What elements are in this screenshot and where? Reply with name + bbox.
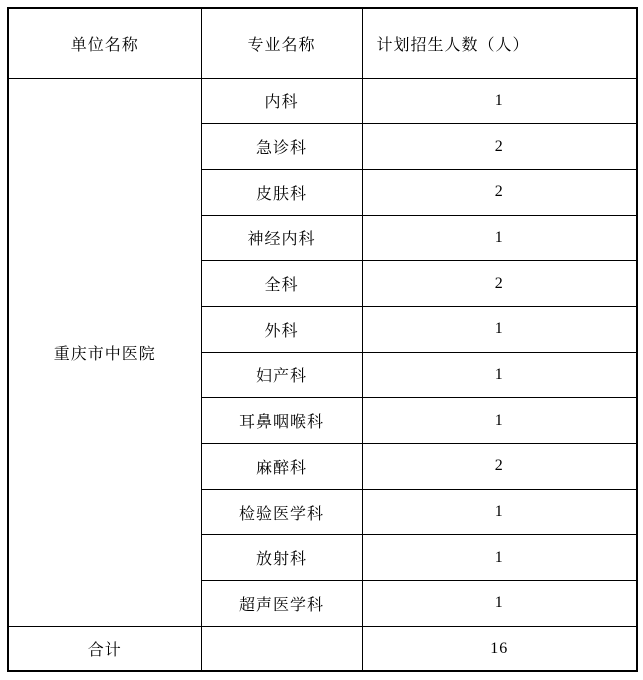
specialty-cell: 耳鼻咽喉科 (201, 398, 362, 444)
count-cell: 1 (362, 306, 637, 352)
count-cell: 1 (362, 535, 637, 581)
specialty-cell: 妇产科 (201, 352, 362, 398)
specialty-cell: 超声医学科 (201, 581, 362, 627)
specialty-cell: 神经内科 (201, 215, 362, 261)
count-cell: 2 (362, 124, 637, 170)
specialty-cell: 检验医学科 (201, 489, 362, 535)
enrollment-plan-table (7, 7, 638, 672)
specialty-cell: 急诊科 (201, 124, 362, 170)
count-cell: 1 (362, 581, 637, 627)
count-cell: 1 (362, 215, 637, 261)
count-cell: 2 (362, 444, 637, 490)
specialty-cell: 外科 (201, 306, 362, 352)
total-value-cell: 16 (362, 626, 637, 671)
header-specialty-name: 专业名称 (201, 8, 362, 78)
count-cell: 2 (362, 169, 637, 215)
unit-name-cell: 重庆市中医院 (8, 78, 201, 626)
count-cell: 1 (362, 352, 637, 398)
table-body (8, 78, 637, 626)
specialty-cell: 皮肤科 (201, 169, 362, 215)
specialty-cell: 全科 (201, 261, 362, 307)
specialty-cell: 麻醉科 (201, 444, 362, 490)
count-cell: 1 (362, 398, 637, 444)
total-label-cell: 合计 (8, 626, 201, 671)
total-row (8, 626, 637, 671)
count-cell: 1 (362, 489, 637, 535)
header-planned-count: 计划招生人数（人） (362, 8, 637, 78)
header-unit-name: 单位名称 (8, 8, 201, 78)
specialty-cell: 放射科 (201, 535, 362, 581)
count-cell: 2 (362, 261, 637, 307)
table-header (8, 8, 637, 78)
table-footer (8, 626, 637, 671)
specialty-row (8, 78, 637, 124)
total-empty-cell (201, 626, 362, 671)
specialty-cell: 内科 (201, 78, 362, 124)
header-row (8, 8, 637, 78)
count-cell: 1 (362, 78, 637, 124)
